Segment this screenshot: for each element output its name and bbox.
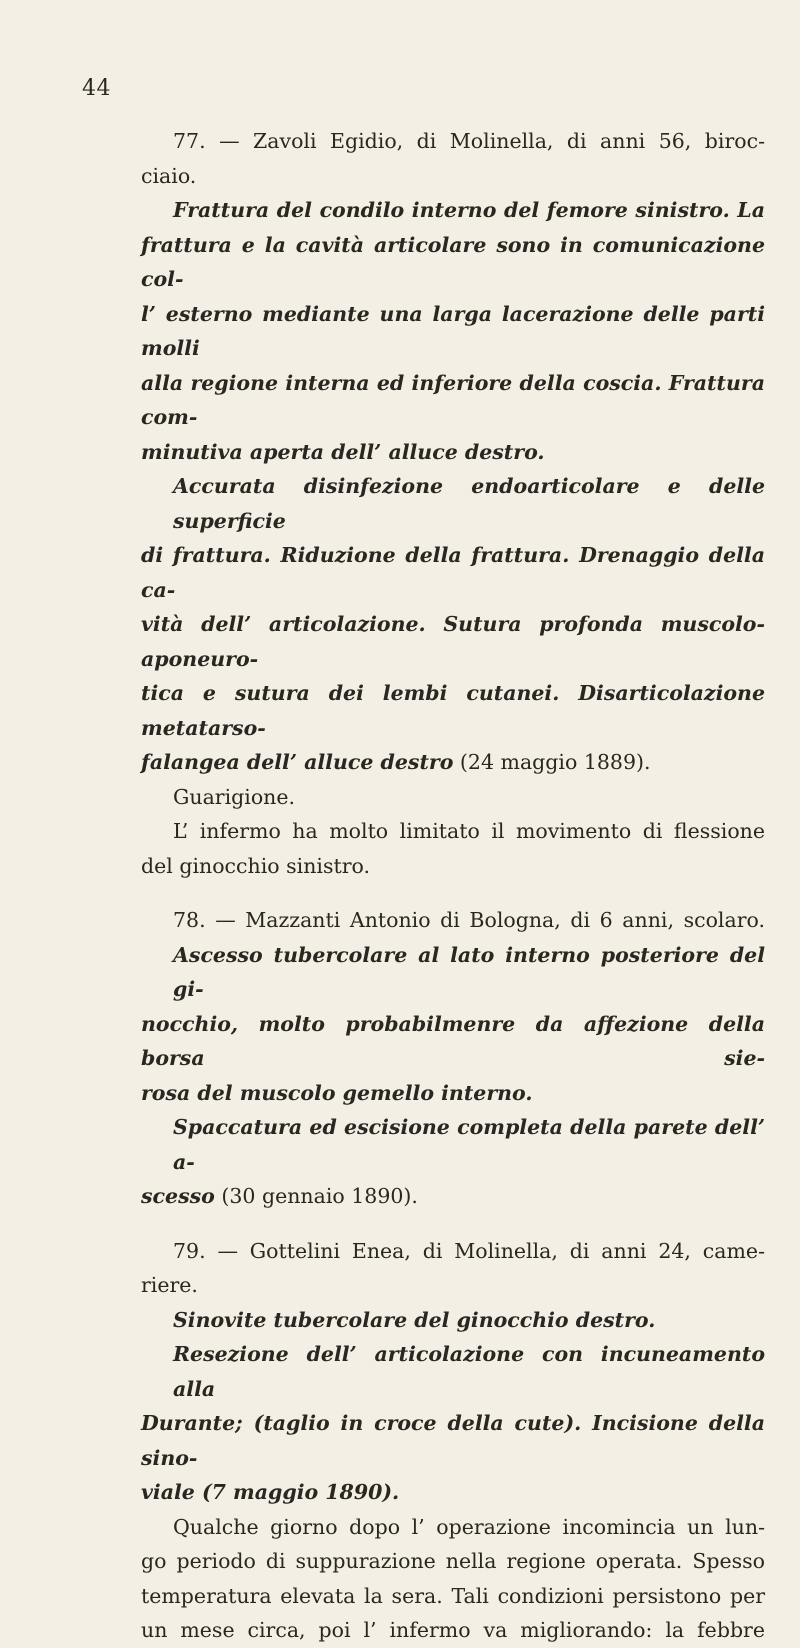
text-line xyxy=(141,1406,765,1475)
roman-text: Qualche giorno dopo l’ operazione incomincia un lun- xyxy=(173,1514,765,1539)
text-line xyxy=(141,1110,765,1179)
text-line xyxy=(141,607,765,676)
italic-text: falangea dell’ alluce destro xyxy=(141,750,454,774)
case-entry xyxy=(141,1234,765,1648)
italic-text: Accurata disinfezione endoarticolare e delle superficie xyxy=(173,474,765,533)
text-line xyxy=(141,676,765,745)
italic-text: rosa del muscolo gemello interno. xyxy=(141,1080,533,1105)
italic-text: di frattura. Riduzione della frattura. Drenaggio della ca- xyxy=(141,543,765,602)
text-line xyxy=(141,1179,765,1214)
roman-text: go periodo di suppurazione nella regione operata. Spesso xyxy=(141,1549,765,1573)
roman-text: 77. — Zavoli Egidio, di Molinella, di anni 56, biroc- xyxy=(173,129,765,153)
text-line xyxy=(141,1234,765,1269)
italic-text: Ascesso tubercolare al lato interno posteriore del gi- xyxy=(173,942,765,1001)
roman-text: 78. — Mazzanti Antonio di Bologna, di 6 anni, scolaro. xyxy=(173,908,765,932)
italic-text: Spaccatura ed escisione completa della parete dell’ a- xyxy=(173,1115,765,1174)
page-number: 44 xyxy=(82,76,111,101)
text-line xyxy=(141,849,765,884)
text-line xyxy=(141,297,765,366)
text-line xyxy=(141,1303,765,1338)
text-line xyxy=(141,903,765,938)
text-line xyxy=(141,1613,765,1648)
italic-text: scesso xyxy=(141,1184,215,1208)
italic-text: nocchio, molto probabilmenre da affezione della borsa sie- xyxy=(141,1011,765,1070)
roman-text: Guarigione. xyxy=(173,784,296,809)
text-line xyxy=(141,780,765,815)
text-line xyxy=(141,159,765,194)
italic-text: Resezione dell’ articolazione con incuneamento alla xyxy=(173,1342,765,1401)
text-line xyxy=(141,193,765,228)
italic-text: Durante; (taglio in croce della cute). Incisione della sino- xyxy=(141,1411,765,1470)
italic-text: frattura e la cavità articolare sono in comunicazione col- xyxy=(141,232,765,291)
roman-text: L’ infermo ha molto limitato il movimento di flessione xyxy=(173,819,765,843)
text-line xyxy=(141,1337,765,1406)
text-line xyxy=(141,745,765,780)
entry-separator xyxy=(141,1214,765,1234)
italic-text: vità dell’ articolazione. Sutura profonda muscolo-aponeuro- xyxy=(141,612,765,671)
text-line xyxy=(141,366,765,435)
page-text xyxy=(141,124,765,1648)
roman-text: (24 maggio 1889). xyxy=(453,750,651,774)
entry-separator xyxy=(141,883,765,903)
roman-text: riere. xyxy=(141,1273,198,1297)
text-line xyxy=(141,435,765,470)
text-line xyxy=(141,1268,765,1303)
text-line xyxy=(141,1544,765,1579)
text-line xyxy=(141,124,765,159)
italic-text: tica e sutura dei lembi cutanei. Disarticolazione metatarso- xyxy=(141,681,765,740)
italic-text: viale (7 maggio 1890). xyxy=(141,1480,400,1504)
roman-text: (30 gennaio 1890). xyxy=(214,1184,418,1208)
text-line xyxy=(141,1475,765,1510)
italic-text: minutiva aperta dell’ alluce destro. xyxy=(141,439,545,464)
text-line xyxy=(141,814,765,849)
text-line xyxy=(141,538,765,607)
roman-text: ciaio. xyxy=(141,163,197,188)
roman-text: temperatura elevata la sera. Tali condizioni persistono per xyxy=(141,1583,765,1608)
text-line xyxy=(141,1076,765,1111)
roman-text: un mese circa, poi l’ infermo va migliorando: la febbre xyxy=(141,1618,765,1642)
text-line xyxy=(141,228,765,297)
case-entry xyxy=(141,124,765,883)
italic-text: Frattura del condilo interno del femore sinistro. La xyxy=(173,198,765,222)
italic-text: alla regione interna ed inferiore della coscia. Frattura com- xyxy=(141,370,765,429)
roman-text: del ginocchio sinistro. xyxy=(141,853,371,878)
roman-text: 79. — Gottelini Enea, di Molinella, di anni 24, came- xyxy=(173,1238,765,1263)
text-line xyxy=(141,938,765,1007)
italic-text: Sinovite tubercolare del ginocchio destro. xyxy=(173,1307,656,1332)
text-line xyxy=(141,1007,765,1076)
text-line xyxy=(141,1510,765,1545)
text-line xyxy=(141,469,765,538)
italic-text: l’ esterno mediante una larga lacerazione delle parti molli xyxy=(141,301,765,360)
text-line xyxy=(141,1579,765,1614)
case-entry xyxy=(141,903,765,1214)
